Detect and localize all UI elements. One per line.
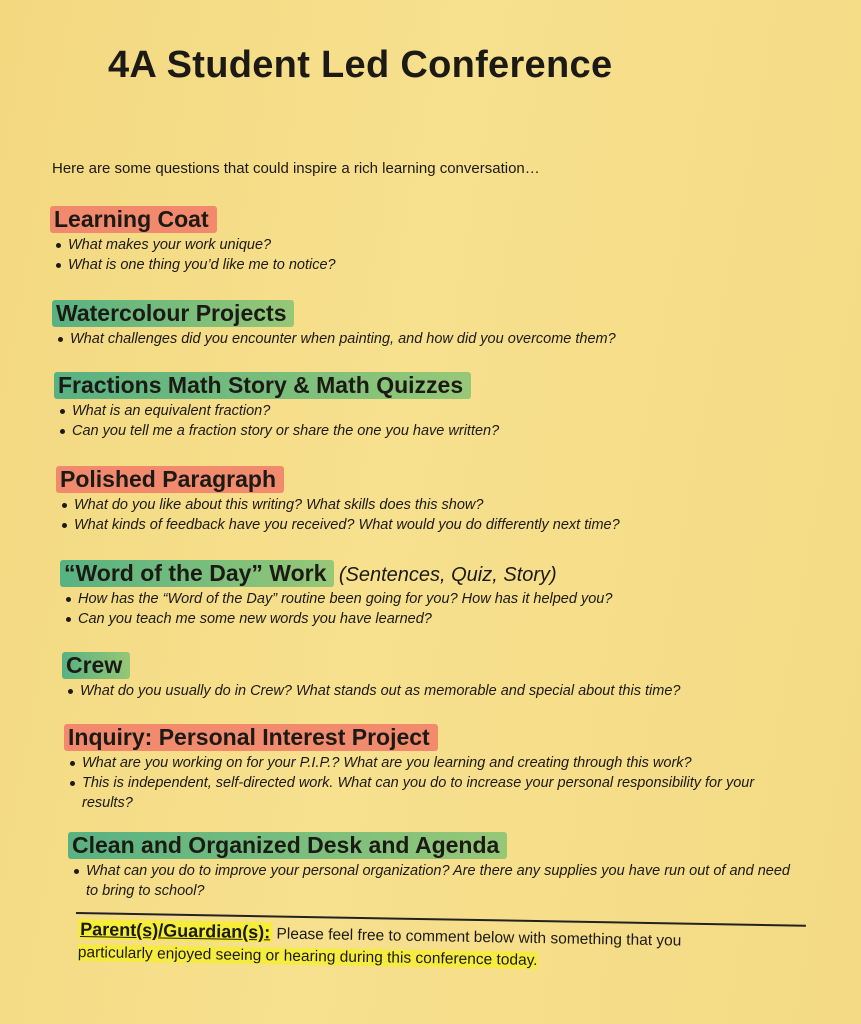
section-heading: Crew xyxy=(62,652,130,679)
section-heading: Inquiry: Personal Interest Project xyxy=(64,724,438,751)
footer-label: Parent(s)/Guardian(s): xyxy=(80,919,271,943)
section-crew xyxy=(66,652,680,701)
list-item: What do you usually do in Crew? What stands out as memorable and special about this time? xyxy=(66,681,680,701)
question-list xyxy=(68,753,772,813)
list-item: What challenges did you encounter when painting, and how did you overcome them? xyxy=(56,329,616,349)
list-item: This is independent, self-directed work. What can you do to increase your personal responsibility for your results? xyxy=(68,773,772,813)
list-item: What do you like about this writing? What skills does this show? xyxy=(60,495,620,515)
section-heading: Clean and Organized Desk and Agenda xyxy=(68,832,507,859)
list-item: What is an equivalent fraction? xyxy=(58,401,499,421)
footer-text: Please feel free to comment below with something that you xyxy=(276,925,682,950)
question-list xyxy=(56,329,616,349)
list-item: What is one thing you’d like me to notice? xyxy=(54,255,336,275)
question-list xyxy=(64,589,612,629)
list-item: Can you tell me a fraction story or share the one you have written? xyxy=(58,421,499,441)
section-polished-paragraph xyxy=(60,466,620,535)
section-desk-agenda xyxy=(72,832,806,901)
section-inquiry xyxy=(68,724,772,813)
section-heading-row xyxy=(64,560,612,587)
section-heading: “Word of the Day” Work xyxy=(60,560,334,587)
section-heading: Learning Coat xyxy=(50,206,217,233)
parent-comment-prompt xyxy=(78,918,809,977)
section-word-of-the-day xyxy=(64,560,612,629)
intro-text: Here are some questions that could inspire a rich learning conversation… xyxy=(52,160,540,177)
list-item: How has the “Word of the Day” routine been going for you? How has it helped you? xyxy=(64,589,612,609)
list-item: What makes your work unique? xyxy=(54,235,336,255)
question-list xyxy=(72,861,806,901)
question-list xyxy=(58,401,499,441)
section-subheading: (Sentences, Quiz, Story) xyxy=(338,564,557,586)
section-fractions xyxy=(58,372,499,441)
question-list xyxy=(54,235,336,275)
question-list xyxy=(60,495,620,535)
question-list xyxy=(66,681,680,701)
section-heading: Polished Paragraph xyxy=(56,466,284,493)
list-item: Can you teach me some new words you have learned? xyxy=(64,609,612,629)
list-item: What are you working on for your P.I.P.? What are you learning and creating through this work? xyxy=(68,753,772,773)
page-title: 4A Student Led Conference xyxy=(108,44,613,86)
section-heading: Watercolour Projects xyxy=(52,300,294,327)
section-learning-coat xyxy=(54,206,336,275)
list-item: What can you do to improve your personal organization? Are there any supplies you have run out of and need to bring to school? xyxy=(72,861,806,901)
section-heading: Fractions Math Story & Math Quizzes xyxy=(54,372,471,399)
footer-text-continued: particularly enjoyed seeing or hearing during this conference today. xyxy=(77,943,538,970)
list-item: What kinds of feedback have you received? What would you do differently next time? xyxy=(60,515,620,535)
section-watercolour-projects xyxy=(56,300,616,349)
